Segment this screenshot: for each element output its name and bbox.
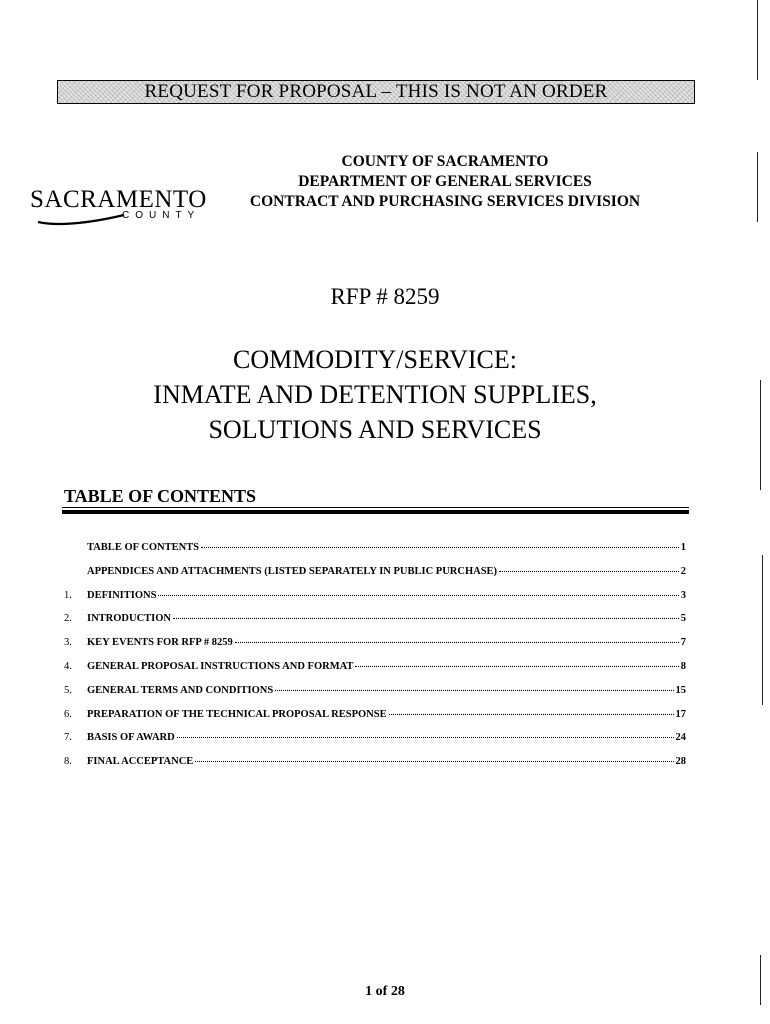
logo-swoosh-icon bbox=[36, 212, 126, 226]
toc-entry-page: 8 bbox=[680, 660, 686, 672]
headline-line-3: SOLUTIONS AND SERVICES bbox=[208, 415, 542, 444]
toc-entry-page: 5 bbox=[680, 613, 686, 625]
toc-entry-number: 8. bbox=[64, 756, 72, 768]
toc-entry-page: 28 bbox=[675, 756, 686, 768]
commodity-service-heading bbox=[0, 342, 750, 447]
toc-entry-page: 3 bbox=[680, 589, 686, 601]
toc-entry[interactable] bbox=[64, 561, 686, 585]
toc-entry-page: 15 bbox=[675, 684, 686, 696]
toc-entry-number: 1. bbox=[64, 589, 72, 601]
scan-edge-mark bbox=[757, 0, 758, 80]
toc-entry-label: INTRODUCTION bbox=[87, 613, 172, 625]
toc-entry-number: 3. bbox=[64, 637, 72, 649]
headline-line-2: INMATE AND DETENTION SUPPLIES, bbox=[153, 380, 597, 409]
toc-entry-number: 6. bbox=[64, 708, 72, 720]
toc-dot-leader bbox=[201, 537, 679, 548]
headline-line-1: COMMODITY/SERVICE: bbox=[233, 345, 517, 374]
sacramento-county-logo bbox=[30, 186, 210, 234]
org-line-county: COUNTY OF SACRAMENTO bbox=[341, 153, 549, 170]
toc-entry-page: 7 bbox=[680, 637, 686, 649]
toc-divider-thick bbox=[62, 510, 689, 514]
toc-entry-label: FINAL ACCEPTANCE bbox=[87, 756, 194, 768]
toc-entry[interactable] bbox=[64, 680, 686, 704]
org-line-division: CONTRACT AND PURCHASING SERVICES DIVISION bbox=[249, 193, 641, 210]
toc-dot-leader bbox=[195, 751, 673, 762]
toc-heading: TABLE OF CONTENTS bbox=[64, 486, 257, 506]
toc-entry-number: 7. bbox=[64, 732, 72, 744]
toc-entry[interactable] bbox=[64, 632, 686, 656]
toc-entry[interactable] bbox=[64, 585, 686, 609]
toc-entry-label: TABLE OF CONTENTS bbox=[87, 542, 200, 553]
rfp-number: RFP # 8259 bbox=[330, 284, 440, 309]
toc-entry-page: 24 bbox=[675, 732, 686, 744]
toc-divider bbox=[62, 507, 689, 508]
toc-entry-number: 5. bbox=[64, 684, 72, 696]
toc-entry-label: DEFINITIONS bbox=[87, 589, 157, 601]
scan-edge-mark bbox=[760, 380, 761, 490]
toc-dot-leader bbox=[499, 561, 679, 572]
toc-dot-leader bbox=[389, 704, 674, 715]
toc-entry-page: 17 bbox=[675, 708, 686, 720]
table-of-contents bbox=[64, 537, 686, 775]
toc-dot-leader bbox=[275, 680, 673, 691]
request-for-proposal-banner bbox=[57, 80, 695, 104]
toc-dot-leader bbox=[177, 727, 674, 738]
scan-edge-mark bbox=[757, 152, 758, 222]
logo-subtitle: COUNTY bbox=[122, 210, 201, 221]
toc-entry-page: 2 bbox=[680, 565, 686, 577]
toc-entry-label: GENERAL TERMS AND CONDITIONS bbox=[87, 684, 274, 696]
toc-entry[interactable] bbox=[64, 537, 686, 561]
toc-dot-leader bbox=[173, 608, 679, 619]
page-footer bbox=[0, 984, 770, 1000]
toc-entry-number: 2. bbox=[64, 613, 72, 625]
toc-entry[interactable] bbox=[64, 656, 686, 680]
toc-entry[interactable] bbox=[64, 727, 686, 751]
toc-entry-label: KEY EVENTS FOR RFP # 8259 bbox=[87, 637, 233, 649]
toc-entry[interactable] bbox=[64, 608, 686, 632]
toc-entry-label: PREPARATION OF THE TECHNICAL PROPOSAL RESPONSE bbox=[87, 708, 387, 720]
toc-entry-label: GENERAL PROPOSAL INSTRUCTIONS AND FORMAT bbox=[87, 660, 354, 672]
toc-entry-page: 1 bbox=[680, 542, 686, 553]
organization-header bbox=[210, 152, 680, 212]
toc-dot-leader bbox=[355, 656, 678, 667]
scan-edge-mark bbox=[762, 555, 763, 705]
banner-text: REQUEST FOR PROPOSAL – THIS IS NOT AN ORDER bbox=[144, 81, 608, 102]
toc-entry-number: 4. bbox=[64, 660, 72, 672]
toc-entry[interactable] bbox=[64, 704, 686, 728]
toc-entry-label: APPENDICES AND ATTACHMENTS (LISTED SEPARATELY IN PUBLIC PURCHASE) bbox=[87, 565, 498, 577]
org-line-department: DEPARTMENT OF GENERAL SERVICES bbox=[298, 173, 592, 190]
page-number: 1 of 28 bbox=[365, 984, 405, 999]
toc-dot-leader bbox=[158, 585, 678, 596]
toc-entry-label: BASIS OF AWARD bbox=[87, 732, 175, 744]
toc-dot-leader bbox=[235, 632, 679, 643]
logo-wordmark: SACRAMENTO bbox=[30, 186, 207, 213]
toc-entry[interactable] bbox=[64, 751, 686, 775]
